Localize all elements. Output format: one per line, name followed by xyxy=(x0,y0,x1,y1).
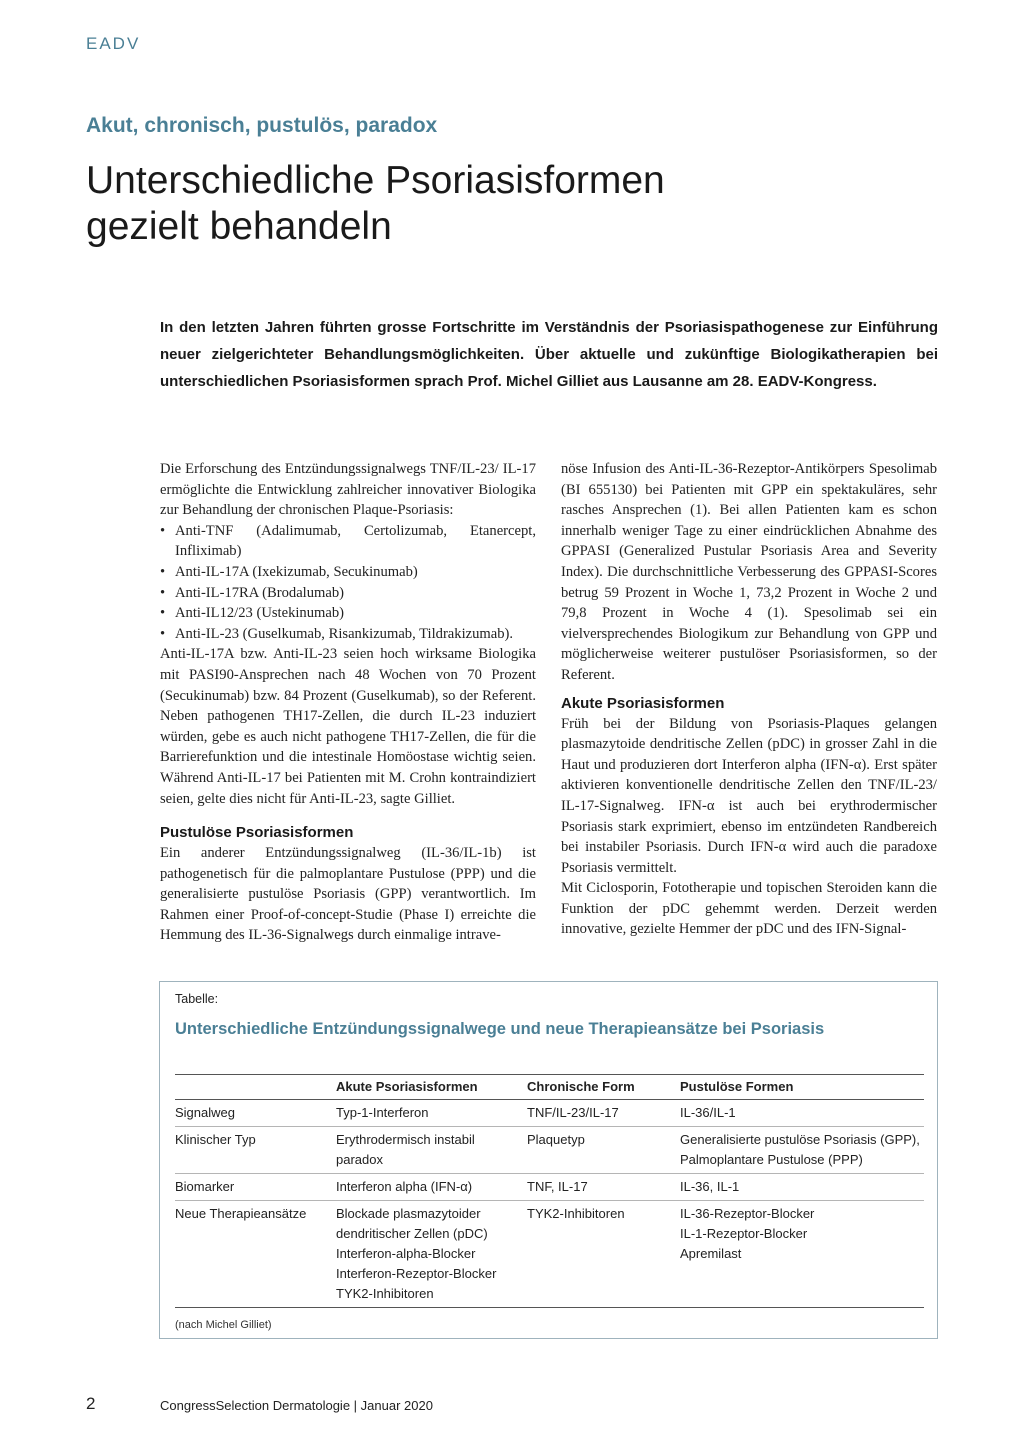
body-paragraph: Früh bei der Bildung von Psoriasis-Plaques gelangen plasmazytoide dendritische Zellen (pDC) in grosser Zahl in die Haut und produzieren dort Interferon alpha (IFN-α). Erst später aktivieren konventionelle dendritische Zellen den TNF/IL-23/ IL-17-Signalweg. IFN-α ist auch bei erythrodermischer Psoriasis stark exprimiert, ebenso im entzündeten Randbereich bei instabiler Psoriasis. Durch IFN-α wird auch die paradoxe Psoriasis vermittelt. xyxy=(561,715,937,876)
table-row xyxy=(175,1174,924,1201)
title-line-2: gezielt behandeln xyxy=(86,205,392,248)
table-header-cell: Pustulöse Formen xyxy=(680,1075,924,1100)
cell-line: TNF, IL-17 xyxy=(527,1179,588,1194)
table-header-cell: Akute Psoriasisformen xyxy=(336,1075,527,1100)
right-column xyxy=(561,459,937,940)
cell-line: Interferon-alpha-Blocker xyxy=(336,1246,476,1261)
cell-line: TYK2-Inhibitoren xyxy=(336,1286,434,1301)
list-item: • Anti-IL12/23 (Ustekinumab) xyxy=(160,603,536,624)
row-label: Signalweg xyxy=(175,1100,336,1127)
body-paragraph: Mit Ciclosporin, Fototherapie und topischen Steroiden kann die Funktion der pDC gehemmt werden. Derzeit werden innovative, gezielte Hemmer der pDC und des IFN-Signal- xyxy=(561,880,937,938)
cell-line: Typ-1-Interferon xyxy=(336,1105,429,1120)
cell-line: Apremilast xyxy=(680,1246,742,1261)
cell-line: Palmoplantare Pustulose (PPP) xyxy=(680,1152,863,1167)
list-item: • Anti-IL-17A (Ixekizumab, Secukinumab) xyxy=(160,562,536,583)
table-title: Unterschiedliche Entzündungssignalwege und neue Therapieansätze bei Psoriasis xyxy=(175,1020,825,1038)
section-heading-pustular: Pustulöse Psoriasisformen xyxy=(160,824,354,842)
table-cell xyxy=(527,1174,680,1201)
intro-paragraph: Die Erforschung des Entzündungssignalwegs TNF/IL-23/ IL-17 ermöglichte die Entwicklung zahlreicher innovativer Biologika zur Behandlung der chronischen Plaque-Psoriasis: xyxy=(160,461,536,519)
table-cell xyxy=(527,1127,680,1174)
cell-line: Generalisierte pustulöse Psoriasis (GPP), xyxy=(680,1132,920,1147)
list-item: • Anti-IL-17RA (Brodalumab) xyxy=(160,583,536,604)
cell-line: Interferon alpha (IFN-α) xyxy=(336,1179,473,1194)
table-cell xyxy=(680,1201,924,1308)
table-cell xyxy=(336,1127,527,1174)
table-source: (nach Michel Gilliet) xyxy=(175,1319,272,1331)
title-line-1: Unterschiedliche Psoriasisformen xyxy=(86,159,665,202)
cell-line: paradox xyxy=(336,1152,383,1167)
cell-line: TYK2-Inhibitoren xyxy=(527,1206,625,1221)
cell-line: IL-1-Rezeptor-Blocker xyxy=(680,1226,808,1241)
table-header-cell: Chronische Form xyxy=(527,1075,680,1100)
cell-line: IL-36-Rezeptor-Blocker xyxy=(680,1206,815,1221)
list-item: • Anti-TNF (Adalimumab, Certolizumab, Etanercept, Infliximab) xyxy=(160,521,536,562)
publication-footer: CongressSelection Dermatologie | Januar 2020 xyxy=(160,1398,433,1413)
cell-line: IL-36, IL-1 xyxy=(680,1179,740,1194)
table-cell xyxy=(680,1174,924,1201)
table-row xyxy=(175,1127,924,1174)
article-title xyxy=(86,158,886,250)
table-cell xyxy=(336,1174,527,1201)
table-cell xyxy=(336,1100,527,1127)
table-box xyxy=(159,981,938,1339)
article-kicker: Akut, chronisch, pustulös, paradox xyxy=(86,114,438,137)
body-paragraph: nöse Infusion des Anti-IL-36-Rezeptor-Antikörpers Spesolimab (BI 655130) bei Patienten mit GPP ein spektakuläres, sehr rasches Ansprechen (1). Bei allen Patienten kam es schon innerhalb weniger Tage zu einer eindrücklichen Abnahme des GPPASI (Generalized Pustular Psoriasis Area and Severity Index). Die durchschnittliche Verbesserung des GPPASI-Scores betrug 59 Prozent in Woche 1, 73,2 Prozent in Woche 2 und 79,8 Prozent in Woche 4 (1). Spesolimab sei ein vielversprechendes Biologikum zur Behandlung von GPP und möglicherweise weiterer pustulöser Psoriasisformen, so der Referent. xyxy=(561,461,937,683)
biologics-list xyxy=(160,521,536,645)
table-cell xyxy=(336,1201,527,1308)
row-label: Biomarker xyxy=(175,1174,336,1201)
cell-line: IL-36/IL-1 xyxy=(680,1105,736,1120)
left-column xyxy=(160,459,536,946)
row-label: Klinischer Typ xyxy=(175,1127,336,1174)
cell-line: TNF/IL-23/IL-17 xyxy=(527,1105,619,1120)
cell-line: Plaquetyp xyxy=(527,1132,585,1147)
data-table xyxy=(175,1074,924,1308)
table-header-row xyxy=(175,1075,924,1100)
table-cell xyxy=(680,1100,924,1127)
page-number: 2 xyxy=(86,1394,96,1413)
table-label: Tabelle: xyxy=(175,992,219,1006)
section-tag: EADV xyxy=(86,34,141,53)
cell-line: Erythrodermisch instabil xyxy=(336,1132,475,1147)
row-label: Neue Therapieansätze xyxy=(175,1201,336,1308)
table-row xyxy=(175,1100,924,1127)
cell-line: Interferon-Rezeptor-Blocker xyxy=(336,1266,497,1281)
cell-line: dendritischer Zellen (pDC) xyxy=(336,1226,488,1241)
section-heading-acute: Akute Psoriasisformen xyxy=(561,694,725,712)
table-row xyxy=(175,1201,924,1308)
cell-line: Blockade plasmazytoider xyxy=(336,1206,481,1221)
table-cell xyxy=(527,1201,680,1308)
body-paragraph: Ein anderer Entzündungssignalweg (IL-36/IL-1b) ist pathogenetisch für die palmoplantare Pustulose (PPP) und die generalisierte pustulöse Psoriasis (GPP) verantwortlich. Im Rahmen einer Proof-of-concept-Studie (Phase I) erreichte die Hemmung des IL-36-Signalwegs durch einmalige intrave- xyxy=(160,845,536,944)
article-lead: In den letzten Jahren führten grosse Fortschritte im Verständnis der Psoriasispathogenese zur Einführung neuer zielgerichteter Behandlungsmöglichkeiten. Über aktuelle und zukünftige Biologikatherapien bei unterschiedlichen Psoriasisformen sprach Prof. Michel Gilliet aus Lausanne am 28. EADV-Kongress. xyxy=(160,319,938,390)
table-cell xyxy=(527,1100,680,1127)
table-header-cell xyxy=(175,1075,336,1100)
body-paragraph: Anti-IL-17A bzw. Anti-IL-23 seien hoch wirksame Biologika mit PASI90-Ansprechen nach 48 Wochen von 70 Prozent (Secukinumab) bzw. 84 Prozent (Guselkumab), so der Referent. Neben pathogenen TH17-Zellen, die durch IL-23 induziert würden, gebe es auch nicht pathogene TH17-Zellen, die für die Barrierefunktion und die intestinale Homöostase wichtig seien. Während Anti-IL-17 bei Patienten mit M. Crohn kontraindiziert seien, gelte dies nicht für Anti-IL-23, sagte Gilliet. xyxy=(160,646,536,807)
list-item: • Anti-IL-23 (Guselkumab, Risankizumab, Tildrakizumab). xyxy=(160,624,536,645)
table-cell xyxy=(680,1127,924,1174)
